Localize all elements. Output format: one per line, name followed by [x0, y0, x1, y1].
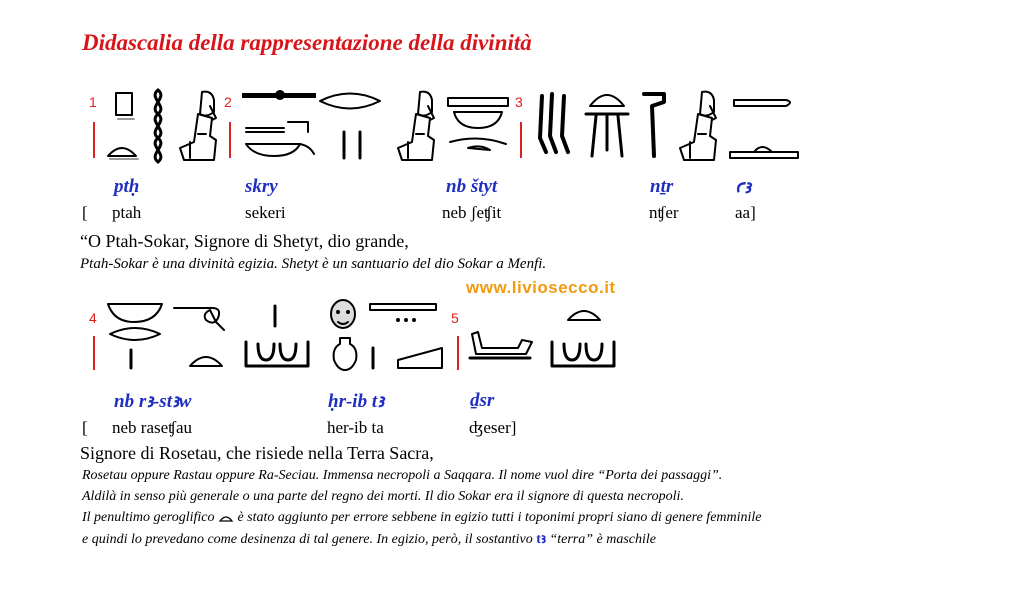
pron-3: neb ʃeʧit: [442, 203, 502, 222]
note-1: Ptah-Sokar è una divinità egizia. Shetyt è un santuario del dio Sokar a Menfi.: [80, 256, 547, 272]
note-2-line-4: [82, 531, 656, 548]
translit-4: nṯr: [650, 176, 674, 197]
rope-twist-icon: [146, 88, 170, 164]
pron-bracket-open: [: [82, 203, 88, 222]
pron-8: ʤeser]: [469, 418, 517, 437]
marker-1: 1: [89, 94, 97, 110]
land-icon: [242, 336, 312, 372]
seated-god-icon: [676, 88, 718, 164]
website-link[interactable]: www.liviosecco.it: [466, 278, 616, 297]
marker-5: 5: [451, 310, 459, 326]
reed-icon: [536, 90, 576, 160]
marker-bar-2: [229, 122, 231, 158]
marker-bar-1: [93, 122, 95, 158]
wedge-icon: [396, 344, 446, 372]
arm-icon: [466, 322, 540, 364]
head-icon: [326, 296, 360, 336]
stroke-icon: [270, 304, 280, 328]
note-2-line-4-b: “terra” è maschile: [549, 532, 656, 547]
stroke-icon: [126, 348, 136, 370]
cord-icon: [172, 300, 226, 336]
sledge-icon: [728, 136, 802, 162]
pron-bracket-open-2: [: [82, 418, 88, 437]
page-title: Didascalia della rappresentazione della divinità: [82, 30, 532, 55]
translit-7: ḥr-ib tꜣ: [328, 391, 384, 412]
note-2-line-4-word: tꜣ: [536, 532, 546, 547]
basket-icon: [244, 108, 316, 158]
bread-loaf-icon: [218, 513, 234, 523]
translation-1: “O Ptah-Sokar, Signore di Shetyt, dio grande,: [80, 231, 409, 251]
marker-4: 4: [89, 310, 97, 326]
bread-loaf-icon: [564, 300, 604, 324]
stroke-icon: [368, 346, 378, 370]
jar-icon: [330, 334, 360, 374]
mouth-icon: [318, 90, 382, 112]
pron-2: sekeri: [245, 203, 286, 222]
note-2-line-1: Rosetau oppure Rastau oppure Ra-Seciau. Immensa necropoli a Saqqara. Il nome vuol dire “Porta dei passaggi”.: [82, 468, 723, 483]
marker-bar-5: [457, 336, 459, 370]
seated-god-icon: [394, 88, 436, 164]
seated-god-icon: [176, 88, 218, 164]
pron-5: aa]: [735, 203, 756, 222]
pron-1: ptah: [112, 203, 142, 222]
sky-icon: [368, 300, 440, 326]
translit-2: skry: [245, 176, 278, 197]
shrine-icon: [582, 88, 632, 162]
bread-loaf-icon: [106, 138, 140, 162]
flag-icon: [640, 90, 668, 160]
note-2-line-3: [82, 510, 762, 526]
double-stroke-icon: [338, 130, 366, 160]
translit-3: nb štyt: [446, 176, 498, 197]
note-2-line-2: Aldilà in senso più generale o una parte del regno dei morti. Il dio Sokar era il signore di questa necropoli.: [82, 489, 684, 504]
pron-7: her-ib ta: [327, 418, 384, 437]
bread-loaf-icon: [186, 346, 226, 370]
bolt-icon: [240, 88, 320, 104]
stool-icon: [114, 91, 136, 123]
basket-icon: [446, 94, 510, 158]
note-2-line-3-a: Il penultimo geroglifico: [82, 510, 215, 525]
pron-4: nʧer: [649, 203, 679, 222]
marker-bar-4: [93, 336, 95, 370]
marker-bar-3: [520, 122, 522, 158]
note-2-line-4-a: e quindi lo prevedano come desinenza di tal genere. In egizio, però, il sostantivo: [82, 532, 533, 547]
pron-6: neb raseʧau: [112, 418, 193, 437]
mouth-icon: [108, 324, 162, 344]
marker-3: 3: [515, 94, 523, 110]
marker-2: 2: [224, 94, 232, 110]
note-2-line-3-b: è stato aggiunto per errore sebbene in egizio tutti i toponimi propri siano di genere femminile: [237, 510, 762, 525]
translation-2: Signore di Rosetau, che risiede nella Terra Sacra,: [80, 443, 434, 463]
land-icon: [548, 336, 618, 372]
translit-1: ptḥ: [114, 176, 140, 197]
translit-8: ḏsr: [470, 390, 495, 411]
translit-5: ꜥꜣ: [735, 177, 751, 198]
column-icon: [728, 92, 800, 114]
translit-6: nb rꜣ-stꜣw: [114, 391, 192, 412]
